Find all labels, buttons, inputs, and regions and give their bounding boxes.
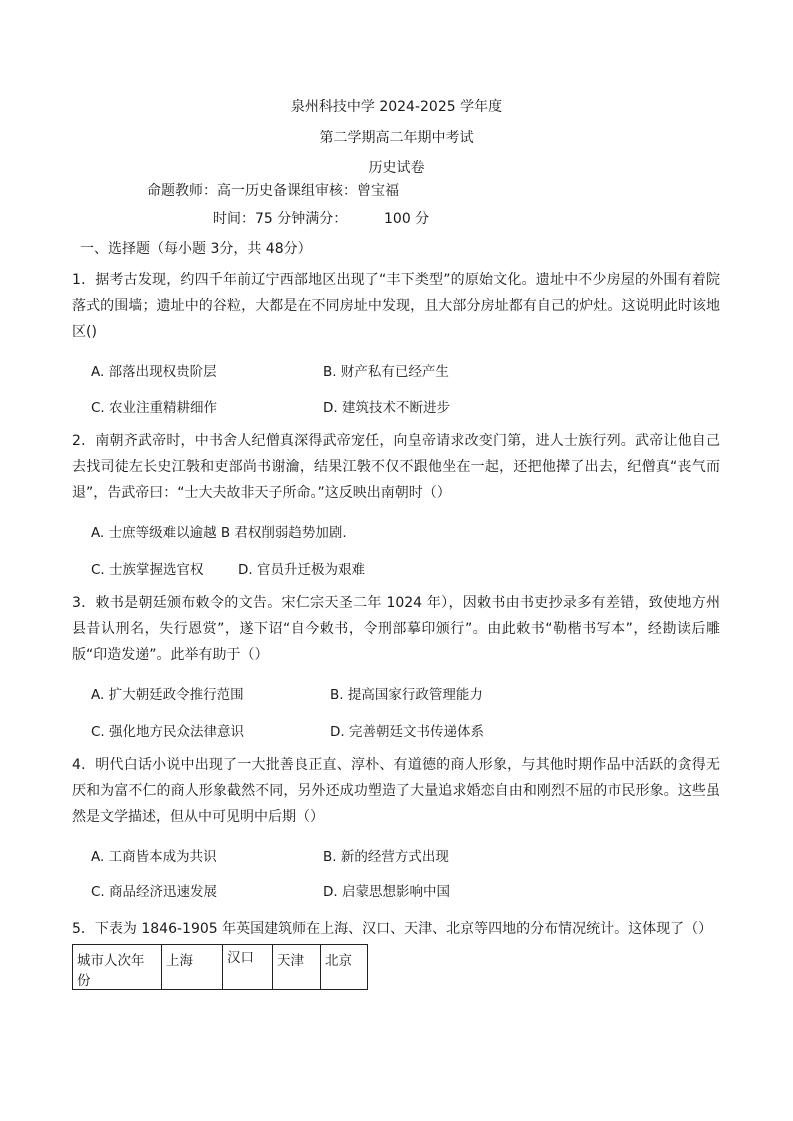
table-header-row — [73, 945, 368, 990]
question-3-option-b: B. 提高国家行政管理能力 — [330, 687, 483, 703]
question-3-stem: 3．敕书是朝廷颁布敕令的文告。宋仁宗天圣二年 1024 年），因敕书由书吏抄录多有差错，致使地方州县昔认刑名，失行恩赏”，遂下诏“自今敕书，令刑部摹印颁行”。由此敕书“勒楷书写本”，经勘读后雕版“印造发递”。此举有助于（） — [72, 595, 720, 663]
question-2-option-d: D. 官员升迁极为艰难 — [238, 562, 365, 578]
question-4-option-c: C. 商品经济迅速发展 — [91, 884, 218, 900]
question-2-option-c: C. 士族掌握选官权 — [91, 562, 204, 578]
question-4-option-d: D. 启蒙思想影响中国 — [323, 884, 450, 900]
full-score: 100 分 — [384, 211, 430, 227]
table-header-cell: 城市人次年份 — [73, 945, 162, 990]
question-4-stem: 4．明代白话小说中出现了一大批善良正直、淳朴、有道德的商人形象，与其他时期作品中活跃的贪得无厌和为富不仁的商人形象截然不同，另外还成功塑造了大量追求婚恋自由和刚烈不屈的市民形象。这些虽然是文学描述，但从中可见明中后期（） — [72, 757, 720, 825]
question-4-option-b: B. 新的经营方式出现 — [323, 849, 449, 865]
question-1-option-c: C. 农业注重精耕细作 — [91, 400, 218, 416]
school-year-title: 泉州科技中学 2024-2025 学年度 — [290, 99, 503, 115]
section-title: 一、选择题（每小题 3分，共 48分） — [80, 241, 312, 257]
question-1-option-b: B. 财产私有已经产生 — [323, 364, 449, 380]
subject-title: 历史试卷 — [368, 160, 425, 176]
question-2-stem: 2．南朝齐武帝时，中书舍人纪僧真深得武帝宠任，向皇帝请求改变门第，进人士族行列。武帝让他自己去找司徒左长史江斅和吏部尚书谢瀹，结果江斅不仅不跟他坐在一起，还把他撵了出去，纪僧真“丧气而退”，告武帝曰：“士大夫故非天子所命。”这反映出南朝时（） — [72, 433, 720, 501]
question-3-option-a: A. 扩大朝廷政令推行范围 — [91, 687, 244, 703]
architect-distribution-table — [72, 944, 368, 990]
question-5-stem: 5．下表为 1846-1905 年英国建筑师在上海、汉口、天津、北京等四地的分布情况统计。这体现了（） — [72, 921, 713, 937]
question-3-option-d: D. 完善朝廷文书传递体系 — [330, 724, 484, 740]
question-3-option-c: C. 强化地方民众法律意识 — [91, 724, 245, 740]
table-header-cell: 汉口 — [223, 945, 273, 990]
question-1-option-a: A. 部落出现权贵阶层 — [91, 364, 217, 380]
question-1-stem: 1．据考古发现，约四千年前辽宁西部地区出现了“丰下类型”的原始文化。遗址中不少房屋的外围有着院落式的围墙；遗址中的谷粒，大都是在不同房址中发现，且大部分房址都有自己的炉灶。这说明此时该地区() — [72, 272, 720, 340]
exam-title: 第二学期高二年期中考试 — [319, 130, 474, 146]
table-header-cell: 上海 — [162, 945, 223, 990]
question-1-option-d: D. 建筑技术不断进步 — [323, 400, 450, 416]
question-2-option-ab: A. 士庶等级难以逾越 B 君权削弱趋势加剧. — [91, 525, 347, 541]
table-header-cell: 天津 — [273, 945, 321, 990]
question-4-option-a: A. 工商皆本成为共识 — [91, 849, 217, 865]
table-header-cell: 北京 — [321, 945, 368, 990]
teacher-reviewer-line: 命题教师：高一历史备课组审核：曾宝福 — [147, 183, 399, 199]
exam-time-label: 时间：75 分钟满分： — [213, 211, 348, 227]
